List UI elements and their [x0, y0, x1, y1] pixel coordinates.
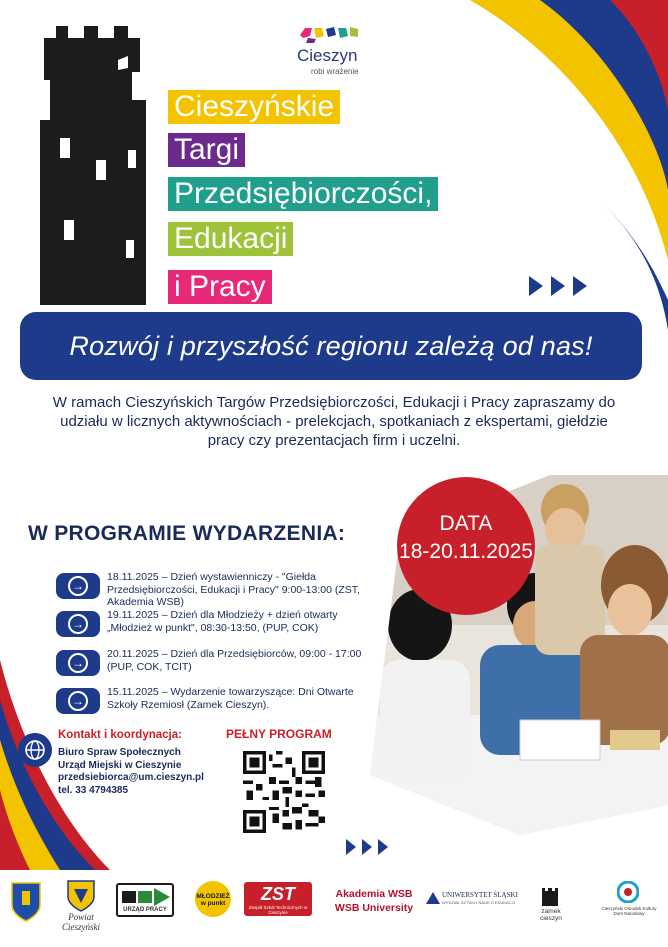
cieszyn-logo-icon: [298, 26, 362, 44]
globe-icon: [18, 733, 52, 767]
logo-tagline: robi wrażenie: [311, 67, 359, 76]
zst-subtext: Zespół Szkół Technicznych w Cieszynie: [248, 905, 308, 915]
title-line-5: i Pracy: [168, 270, 272, 304]
event-text: 18.11.2025 – Dzień wystawienniczy - "Giełda Przedsiębiorczości, Edukacji i Pracy" 9:00-13:00 (ZST, Akademia WSB): [107, 571, 360, 608]
arrow-right-icon: →: [68, 691, 88, 711]
triple-arrow-icon: [344, 836, 392, 858]
wsb-logo: [334, 887, 414, 915]
us-line-1: UNIWERSYTET ŚLĄSKI: [442, 891, 518, 899]
title-line-2: Targi: [168, 133, 245, 167]
title-line-1: Cieszyńskie: [168, 90, 340, 124]
mlodziez-text: MŁODZIEŻ w punkt: [196, 893, 230, 907]
title-line-4: Edukacji: [168, 222, 293, 256]
cok-logo-icon: [617, 881, 639, 903]
arrow-button[interactable]: [56, 688, 100, 714]
cok-line-1: Cieszyński Ośrodek Kultury: [601, 906, 657, 911]
slogan-banner: [20, 312, 642, 380]
mlodziez-logo: [195, 881, 231, 917]
cieszyn-coat-of-arms-icon: [10, 879, 42, 923]
qr-code[interactable]: [243, 751, 325, 833]
cok-text: [598, 906, 660, 916]
us-emblem-icon: [426, 892, 440, 904]
arrow-right-icon: →: [68, 614, 88, 634]
arrow-right-icon: →: [68, 653, 88, 673]
contact-phone[interactable]: tel. 33 4794385: [58, 784, 129, 796]
date-badge: [397, 477, 535, 615]
cok-line-2: Dom Narodowy: [613, 911, 645, 916]
title-line-3: Przedsiębiorczości,: [168, 177, 438, 211]
event-item: [56, 688, 356, 718]
zst-text: ZST: [261, 884, 295, 904]
event-text: 15.11.2025 – Wydarzenie towarzyszące: Dni Otwarte Szkoły Rzemiosł (Zamek Cieszyn).: [107, 686, 354, 711]
date-label: DATA: [439, 512, 493, 535]
wsb-line-2: WSB University: [334, 902, 414, 914]
urzad-pracy-logo: [116, 883, 174, 917]
contact-line: Urząd Miejski w Cieszynie: [58, 759, 182, 771]
event-text: 20.11.2025 – Dzień dla Przedsiębiorców, 09:00 - 17:00 (PUP, COK, TCIT): [107, 648, 362, 673]
intro-paragraph: W ramach Cieszyńskich Targów Przedsiębiorczości, Edukacji i Pracy zapraszamy do udziału w licznych aktywnościach - prelekcjach, spotkaniach z ekspertami, giełdzie pracy czy prezentacjach firm i uczelni.: [52, 394, 616, 449]
arrow-button[interactable]: [56, 573, 100, 599]
contact-title: Kontakt i koordynacja:: [58, 729, 182, 741]
zamek-castle-icon: [541, 886, 559, 906]
arrow-right-icon: →: [68, 576, 88, 596]
tower-illustration: [36, 20, 156, 305]
powiat-coat-of-arms-icon: [64, 879, 98, 913]
logo-name: Cieszyn: [297, 46, 358, 65]
arrow-button[interactable]: [56, 611, 100, 637]
zamek-text: zamek cieszyn: [540, 908, 562, 922]
contact-line: Biuro Spraw Społecznych: [58, 747, 181, 758]
zst-logo: [244, 882, 312, 916]
urzad-pracy-arrow-icon: [122, 888, 170, 906]
date-range: 18-20.11.2025: [399, 540, 533, 563]
contact-details: [58, 747, 204, 797]
event-item: [56, 611, 356, 641]
event-text: 19.11.2025 – Dzień dla Młodzieży + dzień otwarty „Młodzież w punkt", 08:30-13:50, (PUP, COK): [107, 609, 338, 634]
event-item: [56, 648, 362, 680]
triple-arrow-icon: [527, 274, 591, 298]
us-line-2: WYDZIAŁ SZTUKI I NAUK O EDUKACJI: [442, 900, 515, 905]
wsb-line-1: Akademia WSB: [335, 888, 413, 900]
event-item: [56, 571, 360, 608]
contact-email[interactable]: przedsiebiorca@um.cieszyn.pl: [58, 772, 204, 783]
arrow-button[interactable]: [56, 650, 100, 676]
program-title: W PROGRAMIE WYDARZENIA:: [28, 522, 346, 545]
powiat-logo-text: Powiat Cieszyński: [62, 912, 100, 932]
full-program-label: PEŁNY PROGRAM: [226, 727, 332, 741]
urzad-pracy-text: URZĄD PRACY: [123, 907, 167, 913]
slogan-text: Rozwój i przyszłość regionu zależą od nas!: [69, 330, 593, 361]
